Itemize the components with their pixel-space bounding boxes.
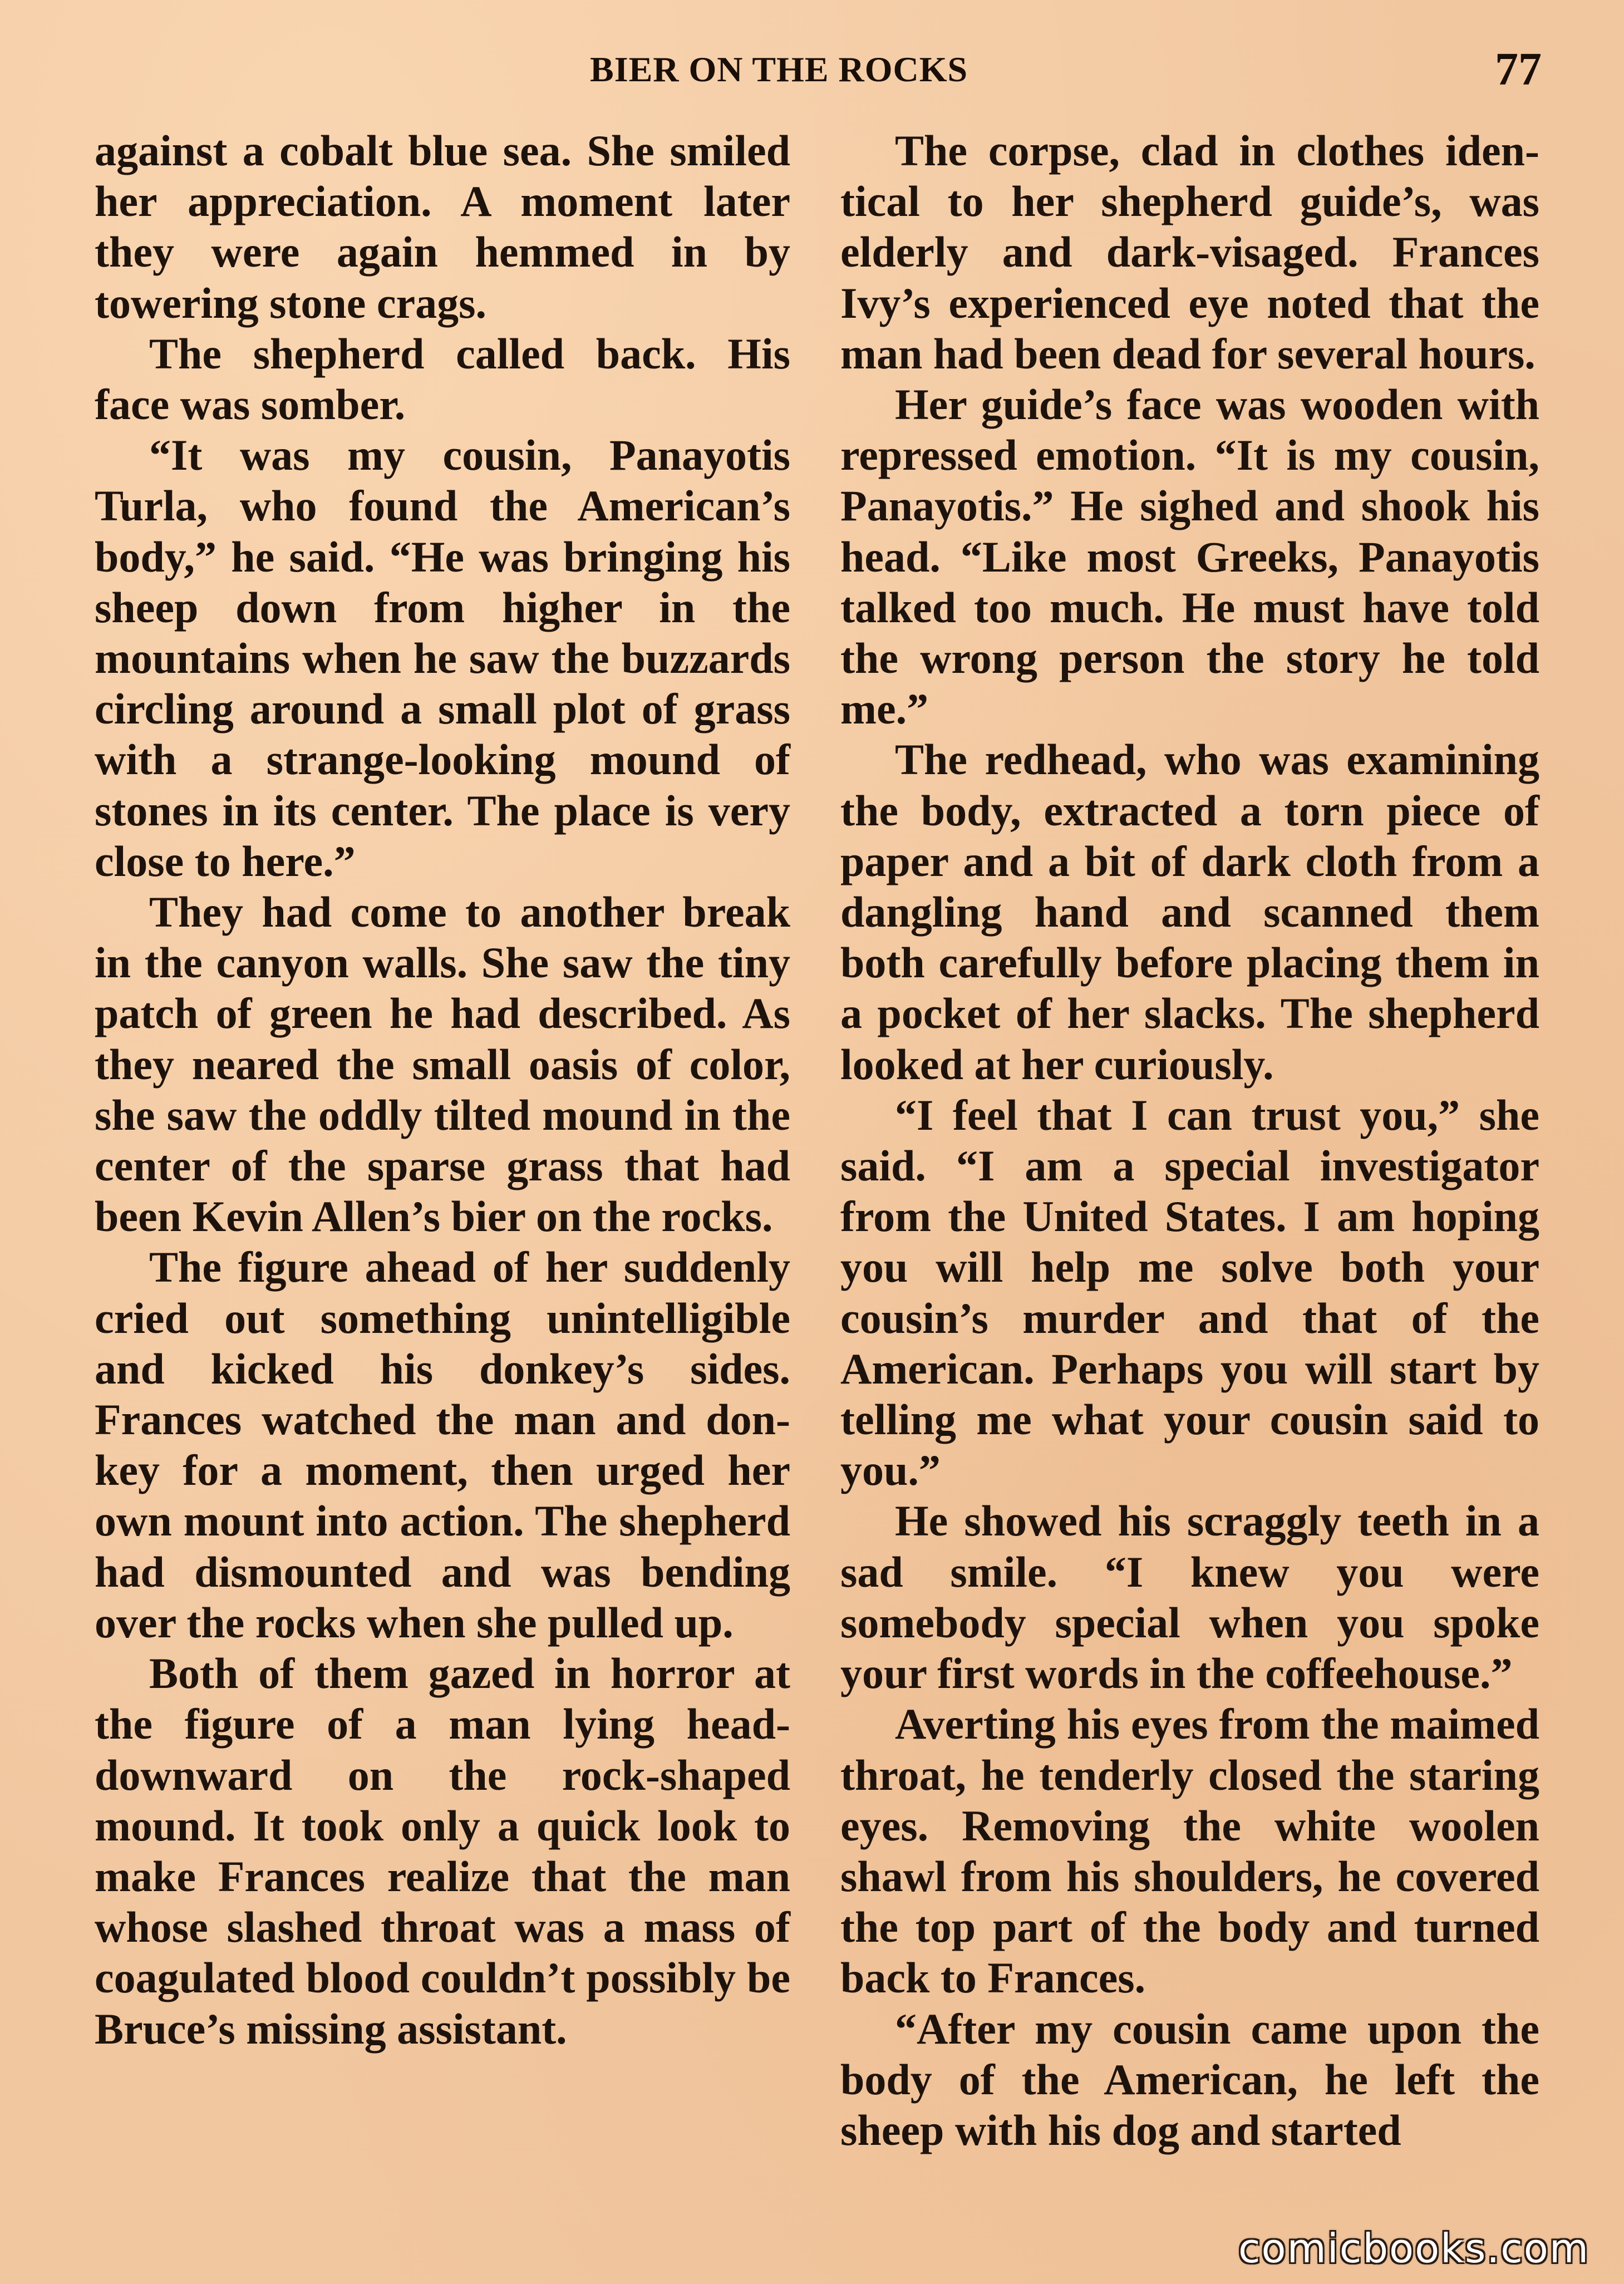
paragraph: The figure ahead of her suddenly cried out something unintelligible and kicked his donkey’s sides. Frances watched the man and donkey for a moment, then urged her own mount into action. The shepherd had dismounted and was bending over the rocks when she pulled up. [95, 1243, 790, 1647]
site-watermark: comicbooks.com [1238, 2225, 1589, 2272]
page-number: 77 [1495, 43, 1542, 95]
paragraph: against a cobalt blue sea. She smiled her appreciation. A moment later they were again hemmed in by towering stone crags. [95, 126, 790, 327]
paragraph: They had come to another break in the canyon walls. She saw the tiny patch of green he had described. As they neared the small oasis of color, she saw the oddly tilted mound in the center of the sparse grass that had been Kevin Allen’s bier on the rocks. [95, 888, 790, 1241]
paragraph: He showed his scraggly teeth in a sad smile. “I knew you were somebody special when you spoke your first words in the coffeehouse.” [840, 1497, 1539, 1698]
paragraph: Her guide’s face was wooden with repressed emotion. “It is my cousin, Panayotis.” He sighed and shook his head. “Like most Greeks, Panayotis talked too much. He must have told the wrong person the story he told me.” [840, 380, 1539, 734]
paragraph: Both of them gazed in horror at the figure of a man lying headdownward on the rock-shaped mound. It took only a quick look to make Frances realize that the man whose slashed throat was a mass of coagulated blood couldn’t possibly be Bruce’s missing assistant. [95, 1649, 790, 2053]
paragraph: “It was my cousin, Panayotis Turla, who found the American’s body,” he said. “He was bringing his sheep down from higher in the mountains when he saw the buzzards circling around a small plot of grass with a strange-looking mound of stones in its center. The place is very close to here.” [95, 431, 790, 885]
paragraph: Averting his eyes from the maimed throat, he tenderly closed the staring eyes. Removing the white woolen shawl from his shoulders, he covered the top part of the body and turned back to Frances. [840, 1700, 1539, 2002]
left-column [95, 125, 790, 2054]
paragraph: “I feel that I can trust you,” she said. “I am a special investigator from the United States. I am hoping you will help me solve both your cousin’s murder and that of the American. Perhaps you will start by telling me what your cousin said to you.” [840, 1090, 1539, 1495]
running-title: BIER ON THE ROCKS [590, 50, 968, 89]
right-column [840, 125, 1539, 2155]
paragraph: The corpse, clad in clothes identical to her shepherd guide’s, was elderly and dark-visaged. Frances Ivy’s experienced eye noted that the man had been dead for several hours. [840, 126, 1539, 378]
paragraph: The redhead, who was examining the body, extracted a torn piece of paper and a bit of dark cloth from a dangling hand and scanned them both carefully before placing them in a pocket of her slacks. The shepherd looked at her curiously. [840, 735, 1539, 1089]
paragraph: “After my cousin came upon the body of the American, he left the sheep with his dog and started [840, 2004, 1539, 2154]
paragraph: The shepherd called back. His face was somber. [95, 329, 790, 429]
